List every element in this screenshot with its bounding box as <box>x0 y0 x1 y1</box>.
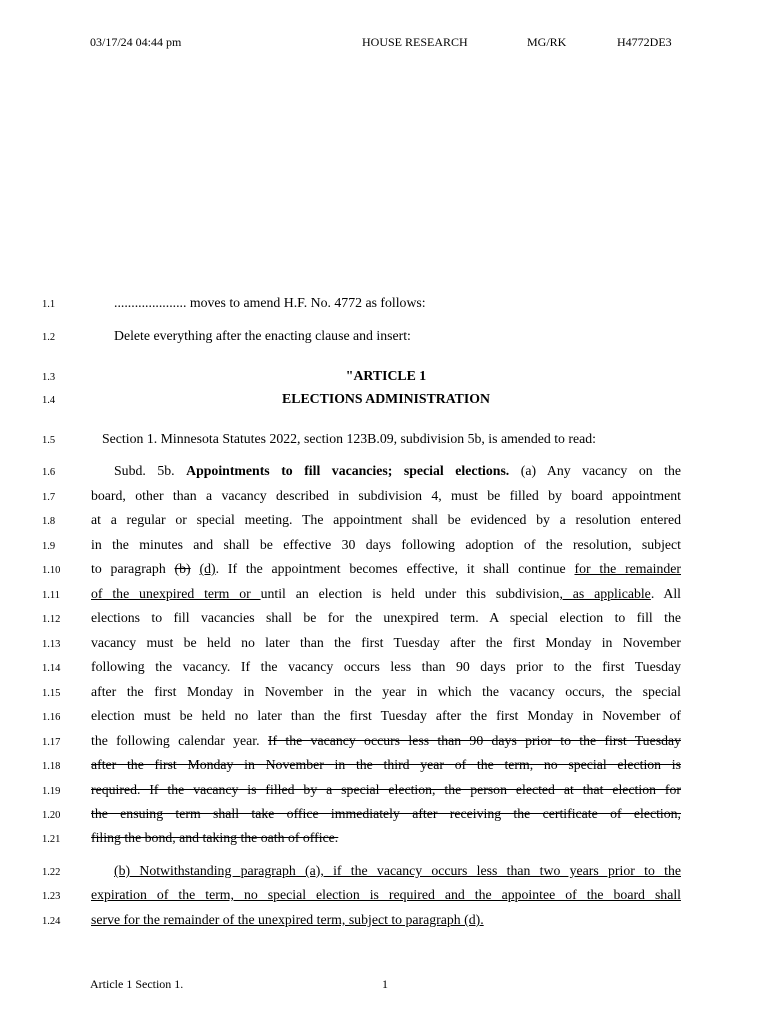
text-segment: board, other than a vacancy described in subdivision 4, must be filled by board appointment <box>91 488 681 503</box>
line-number: 1.18 <box>42 761 61 772</box>
line-text <box>91 829 681 847</box>
header-initials: MG/RK <box>527 35 567 49</box>
text-line <box>0 911 770 931</box>
text-line <box>0 862 770 882</box>
line-text <box>91 658 681 676</box>
text-segment: ELECTIONS ADMINISTRATION <box>282 391 490 406</box>
line-number: 1.15 <box>42 688 61 699</box>
text-segment: following the vacancy. If the vacancy occurs less than 90 days prior to the first Tuesday <box>91 659 681 674</box>
line-text <box>91 707 681 725</box>
inserted-text: (b) Notwithstanding paragraph (a), if the vacancy occurs less than two years prior to the <box>114 863 681 878</box>
text-line <box>0 781 770 801</box>
text-line <box>0 327 770 347</box>
text-line <box>0 430 770 450</box>
text-segment: . All <box>650 586 681 601</box>
header-office: HOUSE RESEARCH <box>362 35 468 49</box>
line-text <box>91 781 681 799</box>
line-text <box>91 560 681 578</box>
line-text <box>91 911 681 929</box>
line-text <box>91 756 681 774</box>
text-line <box>0 294 770 314</box>
line-number: 1.10 <box>42 565 61 576</box>
footer-location: Article 1 Section 1. <box>90 977 184 991</box>
text-line <box>0 634 770 654</box>
line-number: 1.7 <box>42 492 56 503</box>
line-text <box>114 462 681 480</box>
line-number: 1.24 <box>42 916 61 927</box>
line-number: 1.5 <box>42 435 56 446</box>
line-number: 1.11 <box>42 590 60 601</box>
text-segment: after the first Monday in November in the year in which the vacancy occurs, the special <box>91 684 681 699</box>
text-segment: elections to fill vacancies shall be for the unexpired term. A special election to fill the <box>91 610 681 625</box>
footer-page-number: 1 <box>382 977 388 991</box>
line-text <box>91 609 681 627</box>
line-number: 1.8 <box>42 516 56 527</box>
line-number: 1.4 <box>42 395 56 406</box>
line-text <box>91 511 681 529</box>
line-text <box>91 683 681 701</box>
text-line <box>0 805 770 825</box>
text-line <box>0 683 770 703</box>
struck-text: after the first Monday in November in the third year of the term, no special election is <box>91 757 681 772</box>
subdivision-heading: Appointments to fill vacancies; special elections. <box>186 463 510 478</box>
line-number: 1.14 <box>42 663 61 674</box>
text-segment: Section 1. Minnesota Statutes 2022, section 123B.09, subdivision 5b, is amended to read: <box>102 431 596 446</box>
line-number: 1.22 <box>42 867 61 878</box>
line-text <box>91 886 681 904</box>
text-line <box>0 462 770 482</box>
line-text <box>91 732 681 750</box>
line-text <box>91 367 681 385</box>
struck-text: (b) <box>174 561 191 576</box>
line-number: 1.21 <box>42 834 61 845</box>
line-number: 1.3 <box>42 372 56 383</box>
line-text <box>91 487 681 505</box>
line-number: 1.16 <box>42 712 61 723</box>
line-text <box>102 430 681 448</box>
text-line <box>0 585 770 605</box>
line-number: 1.1 <box>42 299 56 310</box>
header-datetime: 03/17/24 04:44 pm <box>90 35 182 49</box>
text-segment: at a regular or special meeting. The appointment shall be evidenced by a resolution entered <box>91 512 681 527</box>
text-segment: until an election is held under this subdivision <box>260 586 560 601</box>
line-number: 1.9 <box>42 541 56 552</box>
text-segment: . If the appointment becomes effective, it shall continue <box>215 561 575 576</box>
struck-text: If the vacancy occurs less than 90 days prior to the first Tuesday <box>267 733 681 748</box>
inserted-text: for the remainder <box>574 561 681 576</box>
header-document-code: H4772DE3 <box>617 35 672 49</box>
text-line <box>0 560 770 580</box>
line-number: 1.2 <box>42 332 56 343</box>
line-text <box>114 327 681 345</box>
text-line <box>0 658 770 678</box>
line-number: 1.13 <box>42 639 61 650</box>
text-line <box>0 886 770 906</box>
text-segment: (a) Any vacancy on the <box>509 463 682 478</box>
text-segment: the following calendar year. <box>91 733 268 748</box>
text-segment: in the minutes and shall be effective 30 days following adoption of the resolution, subject <box>91 537 681 552</box>
struck-text: the ensuing term shall take office immediately after receiving the certificate of election, <box>91 806 681 821</box>
text-segment: vacancy must be held no later than the first Tuesday after the first Monday in November <box>91 635 681 650</box>
struck-text: required. If the vacancy is filled by a special election, the person elected at that election for <box>91 782 681 797</box>
text-line <box>0 707 770 727</box>
line-text <box>91 805 681 823</box>
text-segment: "ARTICLE 1 <box>345 368 427 383</box>
line-text <box>114 862 681 880</box>
text-line <box>0 511 770 531</box>
text-line <box>0 367 770 387</box>
inserted-text: serve for the remainder of the unexpired term, subject to paragraph (d). <box>91 912 484 927</box>
line-number: 1.6 <box>42 467 56 478</box>
text-segment: Subd. 5b. <box>114 463 187 478</box>
struck-text: filing the bond, and taking the oath of office. <box>91 830 339 845</box>
inserted-text: , as applicable <box>559 586 651 601</box>
text-line <box>0 756 770 776</box>
text-line <box>0 829 770 849</box>
line-number: 1.17 <box>42 737 61 748</box>
text-line <box>0 536 770 556</box>
text-segment: ..................... moves to amend H.F. No. 4772 as follows: <box>114 295 426 310</box>
text-segment: Delete everything after the enacting clause and insert: <box>114 328 411 343</box>
line-number: 1.23 <box>42 891 61 902</box>
inserted-text: (d) <box>199 561 216 576</box>
line-text <box>91 390 681 408</box>
line-number: 1.12 <box>42 614 61 625</box>
line-text <box>91 634 681 652</box>
text-line <box>0 732 770 752</box>
inserted-text: expiration of the term, no special election is required and the appointee of the board shall <box>91 887 681 902</box>
line-number: 1.20 <box>42 810 61 821</box>
inserted-text: of the unexpired term or <box>91 586 261 601</box>
line-number: 1.19 <box>42 786 61 797</box>
line-text <box>114 294 681 312</box>
line-text <box>91 585 681 603</box>
text-line <box>0 609 770 629</box>
line-text <box>91 536 681 554</box>
text-segment: election must be held no later than the first Tuesday after the first Monday in November of <box>91 708 681 723</box>
text-segment: to paragraph <box>91 561 175 576</box>
text-line <box>0 487 770 507</box>
text-line <box>0 390 770 410</box>
